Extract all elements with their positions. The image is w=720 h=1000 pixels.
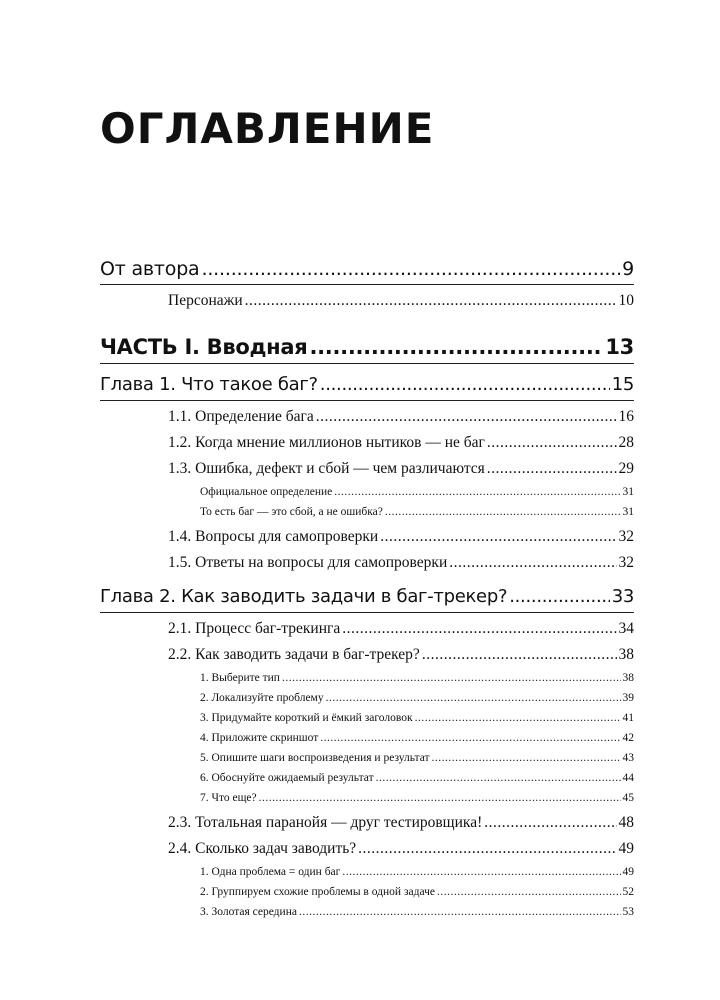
dot-leader bbox=[334, 486, 620, 498]
toc-entry-title: Глава 2. Как заводить задачи в баг-трекер? bbox=[100, 586, 508, 607]
toc-entry-title: 2. Локализуйте проблему bbox=[200, 692, 324, 704]
toc-entry-page: 44 bbox=[622, 772, 634, 784]
dot-leader bbox=[316, 408, 617, 426]
toc-entry-title: 2.3. Тотальная паранойя — друг тестировщика! bbox=[168, 814, 483, 831]
dot-leader bbox=[320, 374, 610, 395]
dot-leader bbox=[202, 258, 621, 280]
section-divider bbox=[100, 363, 634, 364]
dot-leader bbox=[245, 292, 617, 310]
toc-entry-1-2[interactable] bbox=[168, 434, 634, 452]
toc-entry-title: 1.1. Определение бага bbox=[168, 408, 314, 425]
dot-leader bbox=[484, 814, 616, 832]
toc-entry-what-else[interactable] bbox=[200, 792, 634, 804]
dot-leader bbox=[299, 906, 621, 918]
section-divider bbox=[100, 284, 634, 285]
toc-entry-personazhi[interactable] bbox=[168, 292, 634, 310]
toc-entry-page: 48 bbox=[618, 814, 634, 831]
toc-entry-screenshot[interactable] bbox=[200, 732, 634, 744]
toc-entry-page: 15 bbox=[611, 374, 634, 395]
toc-entry-1-1[interactable] bbox=[168, 408, 634, 426]
dot-leader bbox=[449, 554, 616, 572]
dot-leader bbox=[320, 732, 620, 744]
toc-entry-title: 4. Приложите скриншот bbox=[200, 732, 319, 744]
toc-entry-page: 42 bbox=[622, 732, 634, 744]
toc-entry-page: 13 bbox=[605, 335, 634, 359]
toc-entry-page: 41 bbox=[622, 712, 634, 724]
toc-entry-chapter-1[interactable] bbox=[100, 374, 634, 395]
toc-entry-page: 32 bbox=[618, 554, 634, 571]
toc-entry-title: 3. Золотая середина bbox=[200, 906, 297, 918]
toc-entry-title: 1.3. Ошибка, дефект и сбой — чем различаются bbox=[168, 460, 485, 477]
toc-entry-repro-steps[interactable] bbox=[200, 752, 634, 764]
toc-entry-localize[interactable] bbox=[200, 692, 634, 704]
dot-leader bbox=[509, 586, 609, 607]
toc-entry-1-4[interactable] bbox=[168, 528, 634, 546]
toc-entry-bug-is-failure[interactable] bbox=[200, 506, 634, 518]
toc-entry-page: 43 bbox=[622, 752, 634, 764]
dot-leader bbox=[376, 772, 621, 784]
toc-entry-title: 6. Обоснуйте ожидаемый результат bbox=[200, 772, 374, 784]
toc-entry-title: 3. Придумайте короткий и ёмкий заголовок bbox=[200, 712, 413, 724]
dot-leader bbox=[385, 506, 621, 518]
dot-leader bbox=[342, 620, 616, 638]
dot-leader bbox=[358, 840, 616, 858]
dot-leader bbox=[487, 434, 617, 452]
section-divider bbox=[100, 612, 634, 613]
toc-entry-title: Персонажи bbox=[168, 292, 243, 309]
toc-entry-title: 1. Одна проблема = один баг bbox=[200, 866, 341, 878]
toc-entry-page: 10 bbox=[618, 292, 634, 309]
toc-entry-page: 45 bbox=[622, 792, 634, 804]
toc-entry-page: 34 bbox=[618, 620, 634, 637]
toc-entry-title: Официальное определение bbox=[200, 486, 333, 498]
toc-entry-page: 31 bbox=[622, 506, 634, 518]
dot-leader bbox=[326, 692, 621, 704]
toc-entry-page: 52 bbox=[622, 886, 634, 898]
toc-entry-page: 38 bbox=[618, 646, 634, 663]
dot-leader bbox=[259, 792, 621, 804]
toc-entry-title: 2.2. Как заводить задачи в баг-трекер? bbox=[168, 646, 420, 663]
toc-entry-title: 1.4. Вопросы для самопроверки bbox=[168, 528, 379, 545]
toc-entry-chapter-2[interactable] bbox=[100, 586, 634, 607]
toc-entry-page: 9 bbox=[622, 258, 634, 280]
toc-entry-2-4[interactable] bbox=[168, 840, 634, 858]
page-title: ОГЛАВЛЕНИЕ bbox=[100, 104, 435, 153]
toc-entry-page: 49 bbox=[622, 866, 634, 878]
dot-leader bbox=[282, 672, 621, 684]
toc-entry-title: ЧАСТЬ I. Вводная bbox=[100, 335, 308, 359]
toc-entry-title: 7. Что еще? bbox=[200, 792, 257, 804]
toc-entry-headline[interactable] bbox=[200, 712, 634, 724]
toc-entry-page: 38 bbox=[622, 672, 634, 684]
toc-entry-page: 31 bbox=[622, 486, 634, 498]
toc-entry-title: 1.2. Когда мнение миллионов нытиков — не баг bbox=[168, 434, 485, 451]
toc-entry-page: 33 bbox=[611, 586, 634, 607]
toc-entry-one-problem[interactable] bbox=[200, 866, 634, 878]
toc-entry-page: 16 bbox=[618, 408, 634, 425]
toc-entry-golden-mean[interactable] bbox=[200, 906, 634, 918]
toc-entry-choose-type[interactable] bbox=[200, 672, 634, 684]
toc-entry-title: 2. Группируем схожие проблемы в одной задаче bbox=[200, 886, 435, 898]
toc-entry-title: Глава 1. Что такое баг? bbox=[100, 374, 318, 395]
toc-entry-page: 29 bbox=[618, 460, 634, 477]
dot-leader bbox=[437, 886, 621, 898]
toc-entry-page: 49 bbox=[618, 840, 634, 857]
dot-leader bbox=[380, 528, 616, 546]
dot-leader bbox=[309, 335, 603, 359]
toc-entry-2-1[interactable] bbox=[168, 620, 634, 638]
toc-entry-1-3[interactable] bbox=[168, 460, 634, 478]
toc-entry-group-problems[interactable] bbox=[200, 886, 634, 898]
toc-entry-2-3[interactable] bbox=[168, 814, 634, 832]
dot-leader bbox=[342, 866, 620, 878]
toc-entry-2-2[interactable] bbox=[168, 646, 634, 664]
toc-entry-expected-result[interactable] bbox=[200, 772, 634, 784]
toc-entry-ot-avtora[interactable] bbox=[100, 258, 634, 280]
toc-entry-title: 1. Выберите тип bbox=[200, 672, 280, 684]
toc-entry-title: 2.1. Процесс баг-трекинга bbox=[168, 620, 341, 637]
toc-entry-title: От автора bbox=[100, 258, 200, 280]
toc-entry-official-definition[interactable] bbox=[200, 486, 634, 498]
toc-entry-1-5[interactable] bbox=[168, 554, 634, 572]
toc-entry-title: 5. Опишите шаги воспроизведения и результат bbox=[200, 752, 430, 764]
section-divider bbox=[100, 400, 634, 401]
dot-leader bbox=[487, 460, 617, 478]
toc-entry-page: 53 bbox=[622, 906, 634, 918]
toc-entry-page: 28 bbox=[618, 434, 634, 451]
toc-entry-part-1[interactable] bbox=[100, 335, 634, 359]
toc-entry-title: То есть баг — это сбой, а не ошибка? bbox=[200, 506, 383, 518]
dot-leader bbox=[422, 646, 617, 664]
toc-entry-page: 32 bbox=[618, 528, 634, 545]
toc-entry-title: 2.4. Сколько задач заводить? bbox=[168, 840, 357, 857]
toc-entry-title: 1.5. Ответы на вопросы для самопроверки bbox=[168, 554, 448, 571]
dot-leader bbox=[432, 752, 621, 764]
dot-leader bbox=[415, 712, 621, 724]
toc-entry-page: 39 bbox=[622, 692, 634, 704]
